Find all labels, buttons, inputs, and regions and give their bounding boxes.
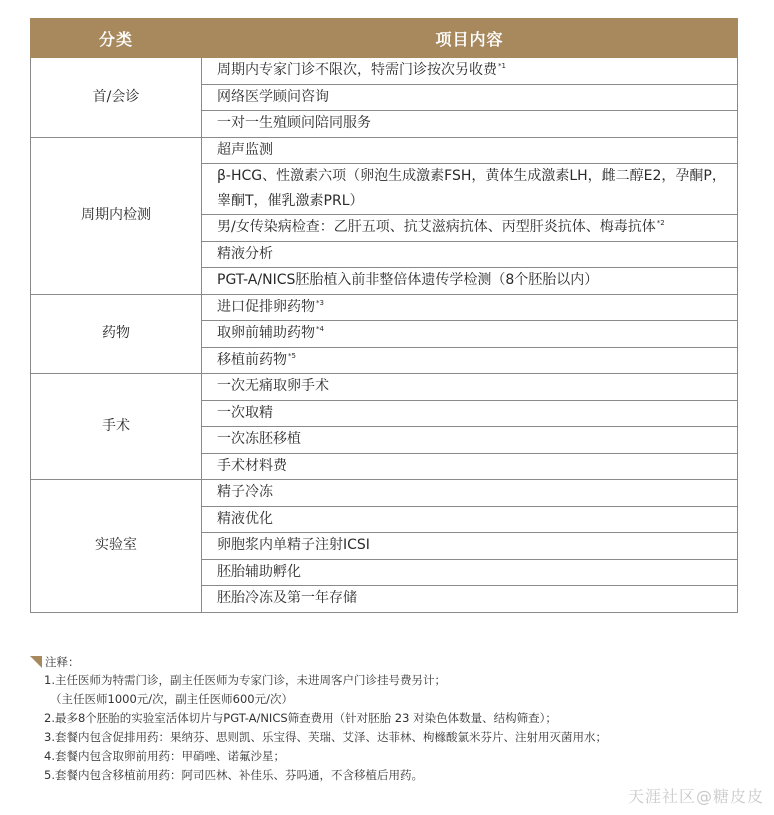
item-text: 超声监测 [217, 141, 273, 158]
note-line: 1.主任医师为特需门诊，副主任医师为专家门诊，未进周客户门诊挂号费另计； [44, 673, 446, 687]
item-cell [202, 111, 738, 138]
item-cell [202, 586, 738, 613]
category-cell: 周期内检测 [31, 137, 202, 294]
item-cell [202, 506, 738, 533]
item-text: 手术材料费 [217, 457, 287, 474]
item-cell [202, 347, 738, 374]
note-line: 4.套餐内包含取卵前用药：甲硝唑、诺氟沙星； [44, 749, 285, 763]
item-text: 男/女传染病检查：乙肝五项、抗艾滋病抗体、丙型肝炎抗体、梅毒抗体 [217, 219, 656, 236]
item-cell [202, 58, 738, 85]
item-cell [202, 374, 738, 401]
item-text: 一对一生殖顾问陪同服务 [217, 115, 371, 132]
category-cell: 手术 [31, 374, 202, 480]
table-body [31, 58, 738, 613]
item-text: 胚胎辅助孵化 [217, 563, 301, 580]
footnote-mark: *3 [316, 298, 324, 307]
category-cell: 首/会诊 [31, 58, 202, 138]
item-cell [202, 321, 738, 348]
triangle-marker-icon [30, 656, 42, 668]
item-text: 卵胞浆内单精子注射ICSI [217, 537, 370, 554]
table-row [31, 294, 738, 321]
item-cell [202, 533, 738, 560]
item-text: 一次无痛取卵手术 [217, 378, 329, 395]
table-row [31, 374, 738, 401]
table-header-row [31, 19, 738, 58]
notes-section [30, 653, 607, 785]
notes-header [30, 653, 607, 671]
item-text: 进口促排卵药物 [217, 298, 315, 315]
note-line: 3.套餐内包含促排用药：果纳芬、思则凯、乐宝得、芙瑞、艾泽、达菲林、枸橼酸氯米芬片、注射用灭菌用水； [44, 730, 607, 744]
category-cell: 实验室 [31, 480, 202, 613]
table-row [31, 480, 738, 507]
category-cell: 药物 [31, 294, 202, 374]
item-text: 精子冷冻 [217, 484, 273, 501]
item-cell [202, 241, 738, 268]
item-cell [202, 400, 738, 427]
item-cell [202, 480, 738, 507]
item-cell [202, 215, 738, 242]
item-cell [202, 164, 738, 215]
package-table [30, 18, 738, 613]
item-cell [202, 84, 738, 111]
content-header: 项目内容 [202, 19, 738, 58]
item-cell [202, 453, 738, 480]
category-header: 分类 [31, 19, 202, 58]
item-cell [202, 268, 738, 295]
footnote-mark: *2 [656, 219, 665, 228]
footnote-mark: *4 [316, 325, 324, 334]
table-row [31, 58, 738, 85]
item-text: 取卵前辅助药物 [217, 325, 315, 342]
note-line: 5.套餐内包含移植前用药：阿司匹林、补佳乐、芬吗通，不含移植后用药。 [44, 768, 423, 782]
item-cell [202, 294, 738, 321]
item-cell [202, 559, 738, 586]
item-text: 一次冻胚移植 [217, 431, 301, 448]
item-text: 精液优化 [217, 510, 273, 527]
item-text: 精液分析 [217, 245, 273, 262]
item-text: PGT-A/NICS胚胎植入前非整倍体遗传学检测（8个胚胎以内） [217, 272, 599, 289]
note-line: （主任医师1000元/次，副主任医师600元/次） [50, 692, 293, 706]
item-text: 一次取精 [217, 404, 273, 421]
item-text: 移植前药物 [217, 351, 287, 368]
note-line: 2.最多8个胚胎的实验室活体切片与PGT-A/NICS筛查费用（针对胚胎 23 对染色体数量、结构筛查）； [44, 711, 557, 725]
item-cell [202, 137, 738, 164]
item-text: 周期内专家门诊不限次，特需门诊按次另收费 [217, 62, 497, 79]
item-cell [202, 427, 738, 454]
item-text: β-HCG、性激素六项（卵泡生成激素FSH，黄体生成激素LH，雌二醇E2，孕酮P，睾酮T，催乳激素PRL） [217, 168, 726, 209]
item-text: 胚胎冷冻及第一年存储 [217, 590, 357, 607]
watermark: 天涯社区@糖皮皮 [627, 787, 764, 806]
notes-title: 注释： [45, 655, 80, 669]
table-row [31, 137, 738, 164]
footnote-mark: *5 [288, 351, 296, 360]
item-text: 网络医学顾问咨询 [217, 88, 329, 105]
footnote-mark: *1 [498, 62, 506, 71]
